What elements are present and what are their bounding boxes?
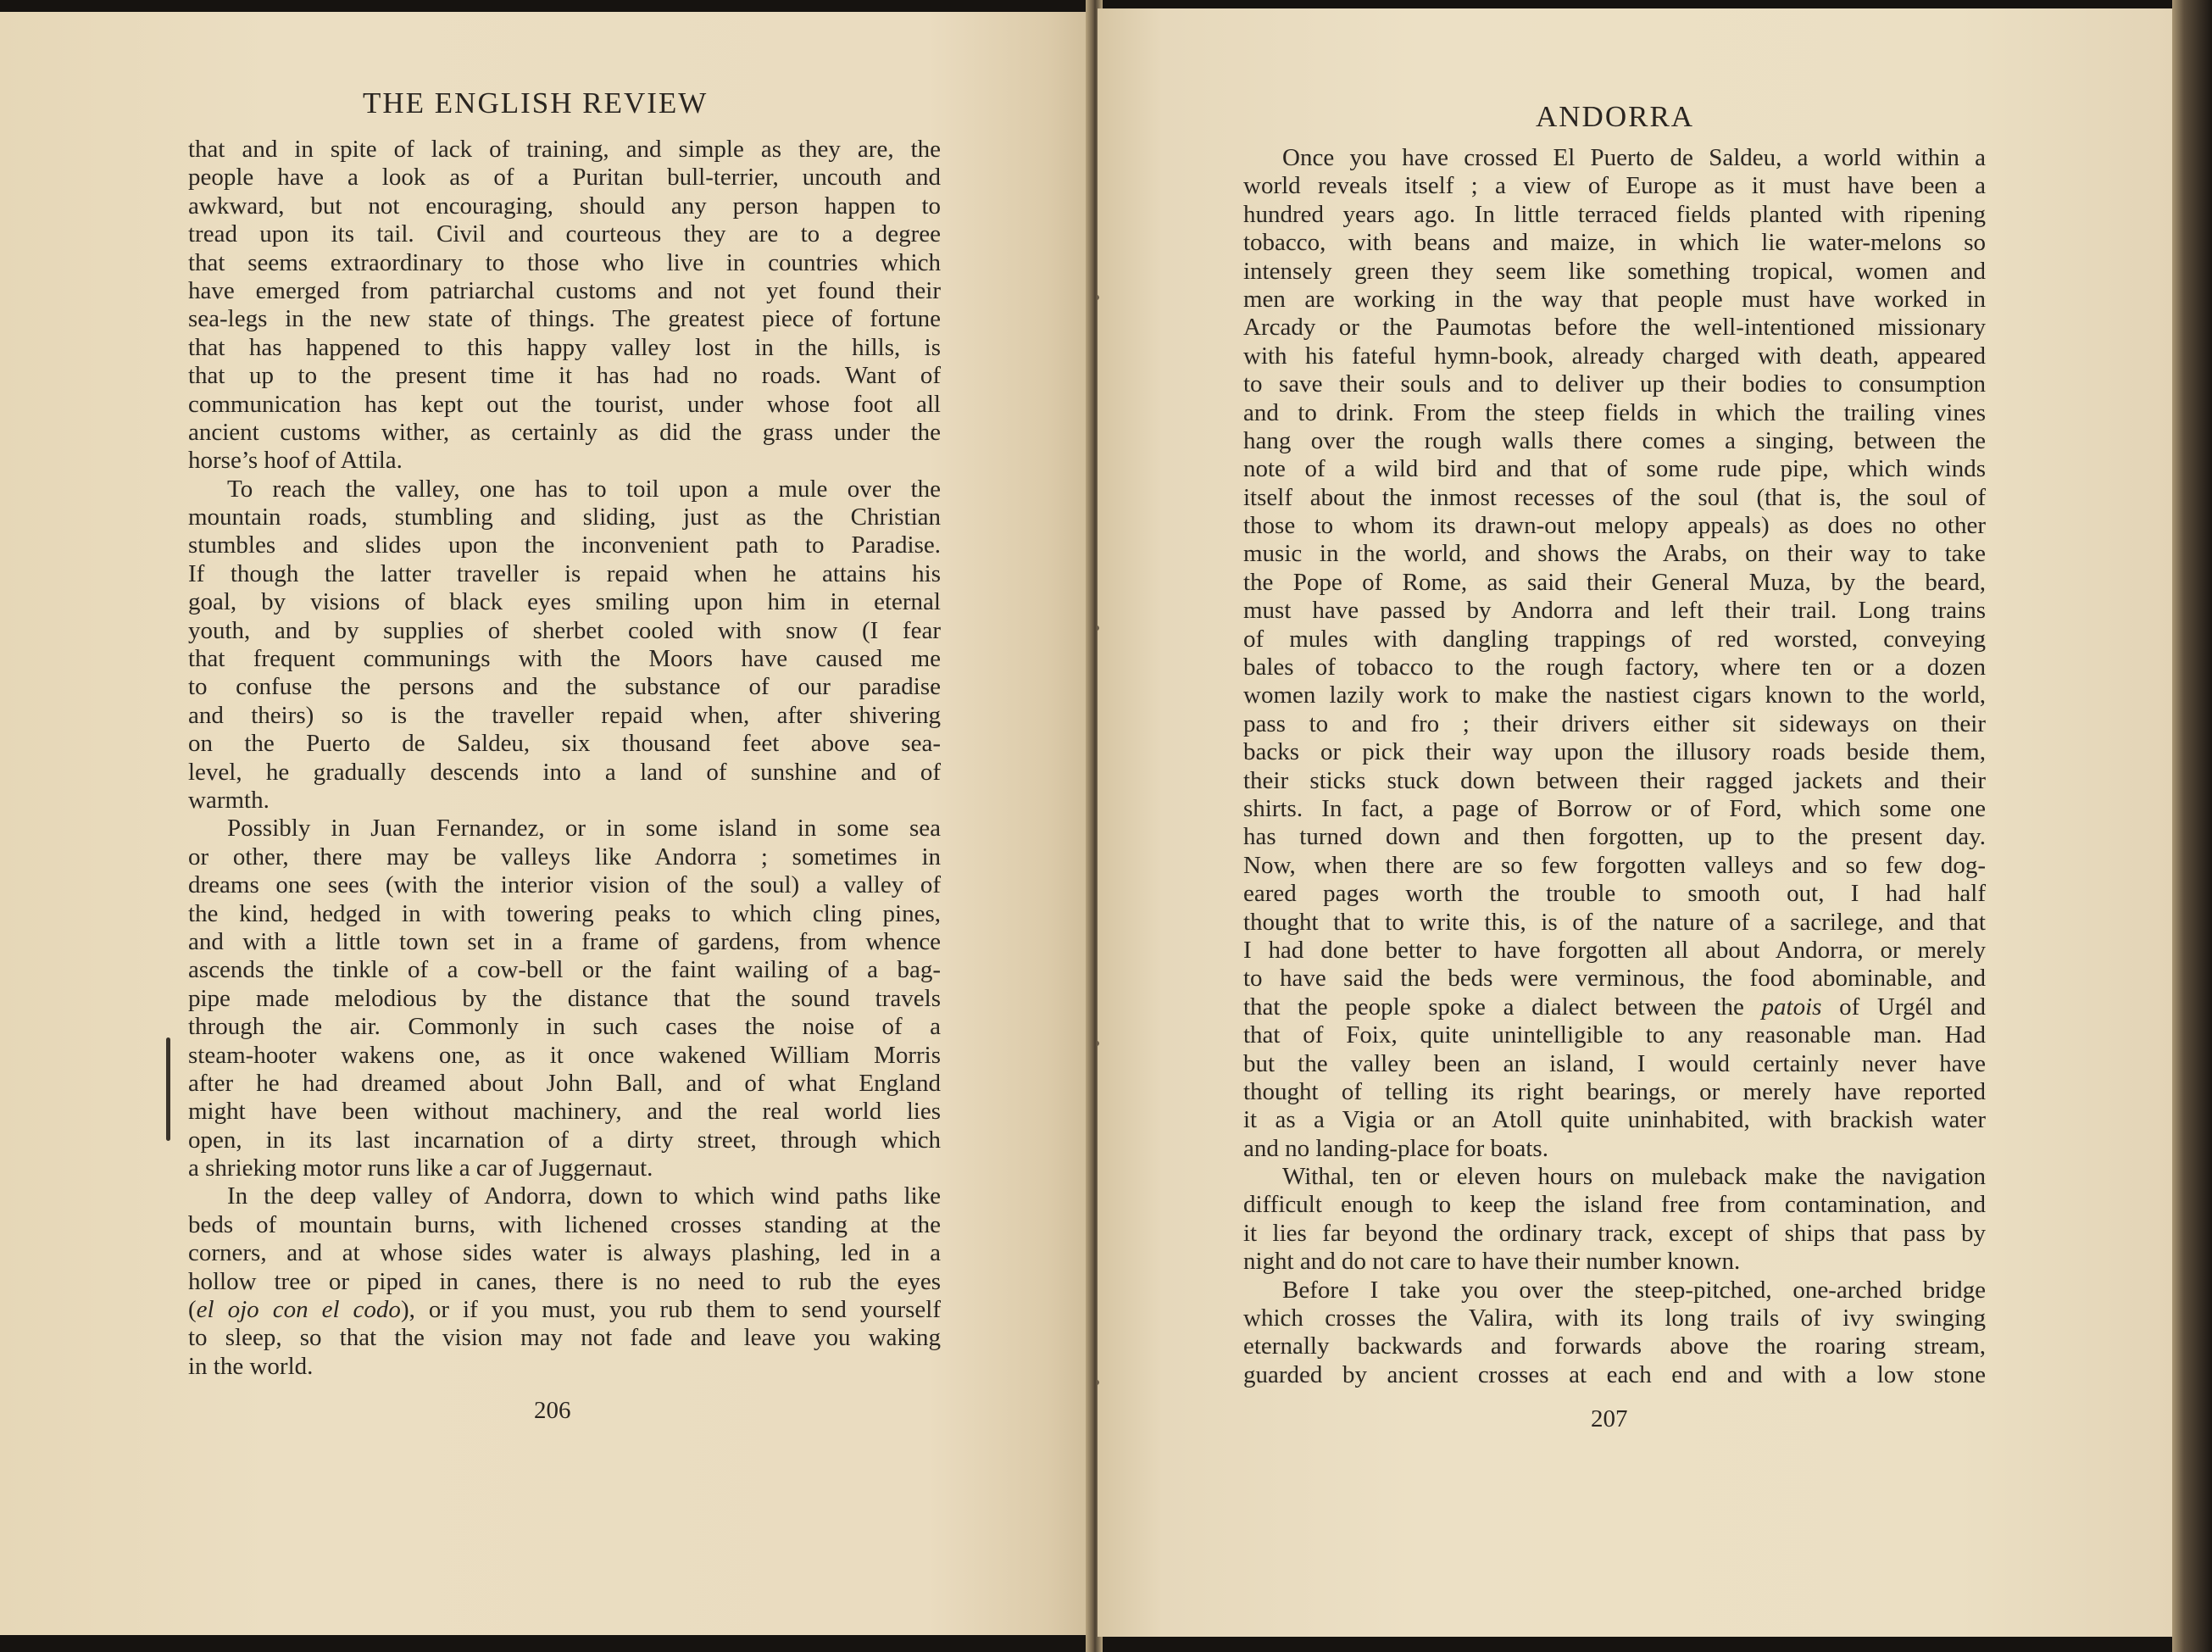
text-line: shirts. In fact, a page of Borrow or of Ford, which some one: [1243, 794, 1986, 822]
text-line: tread upon its tail. Civil and courteous they are to a degree: [188, 220, 941, 248]
binding-thread-dot: [1098, 295, 1099, 300]
text-line: or other, there may be valleys like Andorra ; sometimes in: [188, 843, 941, 870]
text-line: pass to and fro ; their drivers either sit sideways on their: [1243, 709, 1986, 737]
text-line: dreams one sees (with the interior vision of the soul) a valley of: [188, 871, 941, 899]
text-line: it as a Vigia or an Atoll quite uninhabited, with brackish water: [1243, 1106, 1986, 1134]
text-line: men are working in the way that people must have worked in: [1243, 285, 1986, 313]
text-line: note of a wild bird and that of some rude pipe, which winds: [1243, 455, 1986, 483]
right-page-body: [1243, 144, 1986, 1389]
text-line: level, he gradually descends into a land of sunshine and of: [188, 758, 941, 786]
text-line: that the people spoke a dialect between the patois of Urgél and: [1243, 993, 1986, 1021]
text-line: Possibly in Juan Fernandez, or in some island in some sea: [227, 815, 941, 843]
text-line: to sleep, so that the vision may not fade and leave you waking: [188, 1324, 941, 1352]
text-line: that of Foix, quite unintelligible to any reasonable man. Had: [1243, 1021, 1986, 1049]
text-line: ascends the tinkle of a cow-bell or the faint wailing of a bag-: [188, 956, 941, 984]
text-line: and no landing-place for boats.: [1243, 1134, 1548, 1162]
text-line: must have passed by Andorra and left their trail. Long trains: [1243, 597, 1986, 625]
text-line: in the world.: [188, 1352, 314, 1380]
text-line: that has happened to this happy valley lost in the hills, is: [188, 333, 941, 361]
text-line: eternally backwards and forwards above the roaring stream,: [1243, 1332, 1986, 1360]
left-page-body: [188, 136, 941, 1381]
text-line: music in the world, and shows the Arabs, on their way to take: [1243, 540, 1986, 568]
text-line: that seems extraordinary to those who live in countries which: [188, 248, 941, 276]
running-header-right: ANDORRA: [1536, 100, 1695, 133]
text-line: corners, and at whose sides water is always plashing, led in a: [188, 1239, 941, 1267]
text-line: but the valley been an island, I would certainly never have: [1243, 1049, 1986, 1077]
text-line: backs or pick their way upon the illusory roads beside them,: [1243, 738, 1986, 766]
text-line: on the Puerto de Saldeu, six thousand feet above sea-: [188, 730, 941, 758]
text-line: Withal, ten or eleven hours on muleback make the navigation: [1282, 1163, 1986, 1191]
text-line: people have a look as of a Puritan bull-terrier, uncouth and: [188, 164, 941, 192]
text-line: goal, by visions of black eyes smiling upon him in eternal: [188, 588, 941, 616]
text-line: of mules with dangling trappings of red worsted, conveying: [1243, 625, 1986, 653]
page-edge-shadow: [2172, 0, 2212, 1652]
text-line: youth, and by supplies of sherbet cooled with snow (I fear: [188, 616, 941, 644]
left-page: [0, 12, 1091, 1635]
right-page: [1098, 8, 2176, 1637]
text-line: to have said the beds were verminous, the food abominable, and: [1243, 965, 1986, 993]
binding-thread-dot: [1098, 626, 1099, 631]
text-line: Arcady or the Paumotas before the well-intentioned missionary: [1243, 314, 1986, 342]
text-line: eared pages worth the trouble to smooth out, I had half: [1243, 880, 1986, 908]
text-line: and with a little town set in a frame of gardens, from whence: [188, 927, 941, 955]
text-line: beds of mountain burns, with lichened crosses standing at the: [188, 1210, 941, 1238]
italic-phrase: el ojo con el codo: [196, 1296, 401, 1324]
text-line: stumbles and slides upon the inconvenient path to Paradise.: [188, 531, 941, 559]
text-line: open, in its last incarnation of a dirty street, through which: [188, 1126, 941, 1154]
binding-thread-dot: [1098, 1380, 1099, 1385]
text-line: communication has kept out the tourist, under whose foot all: [188, 390, 941, 418]
italic-phrase: patois: [1761, 993, 1822, 1021]
text-line: that up to the present time it has had no roads. Want of: [188, 362, 941, 390]
text-line: thought that to write this, is of the nature of a sacrilege, and that: [1243, 908, 1986, 936]
margin-pencil-mark: [166, 1037, 170, 1141]
text-line: that frequent communings with the Moors have caused me: [188, 645, 941, 673]
text-line: awkward, but not encouraging, should any person happen to: [188, 192, 941, 220]
text-line: Before I take you over the steep-pitched, one-arched bridge: [1282, 1276, 1986, 1304]
text-line: the kind, hedged in with towering peaks to which cling pines,: [188, 899, 941, 927]
text-line: have emerged from patriarchal customs and not yet found their: [188, 276, 941, 304]
text-line: through the air. Commonly in such cases the noise of a: [188, 1013, 941, 1041]
text-line: that and in spite of lack of training, and simple as they are, the: [188, 136, 941, 163]
text-line: Once you have crossed El Puerto de Saldeu, a world within a: [1282, 144, 1986, 171]
text-line: I had done better to have forgotten all about Andorra, or merely: [1243, 936, 1986, 964]
text-line: which crosses the Valira, with its long trails of ivy swinging: [1243, 1304, 1986, 1332]
text-line: the Pope of Rome, as said their General Muza, by the beard,: [1243, 568, 1986, 596]
text-line: tobacco, with beans and maize, in which lie water-melons so: [1243, 229, 1986, 257]
text-line: hundred years ago. In little terraced fields planted with ripening: [1243, 200, 1986, 228]
text-line: thought of telling its right bearings, or merely have reported: [1243, 1077, 1986, 1105]
text-line: world reveals itself ; a view of Europe as it must have been a: [1243, 172, 1986, 200]
text-line: To reach the valley, one has to toil upon a mule over the: [227, 475, 941, 503]
text-line: to save their souls and to deliver up their bodies to consumption: [1243, 370, 1986, 398]
text-line: it lies far beyond the ordinary track, except of ships that pass by: [1243, 1219, 1986, 1247]
text-line: itself about the inmost recesses of the soul (that is, the soul of: [1243, 483, 1986, 511]
text-line: has turned down and then forgotten, up to the present day.: [1243, 823, 1986, 851]
text-line: hollow tree or piped in canes, there is no need to rub the eyes: [188, 1267, 941, 1295]
text-line: women lazily work to make the nastiest cigars known to the world,: [1243, 681, 1986, 709]
text-line: horse’s hoof of Attila.: [188, 447, 403, 475]
text-line: with his fateful hymn-book, already charged with death, appeared: [1243, 342, 1986, 370]
text-line: guarded by ancient crosses at each end and with a low stone: [1243, 1360, 1986, 1388]
text-line: a shrieking motor runs like a car of Juggernaut.: [188, 1154, 653, 1182]
text-line: intensely green they seem like something tropical, women and: [1243, 257, 1986, 285]
text-line: hang over the rough walls there comes a singing, between the: [1243, 426, 1986, 454]
text-line: steam-hooter wakens one, as it once wakened William Morris: [188, 1041, 941, 1069]
text-line: ancient customs wither, as certainly as did the grass under the: [188, 418, 941, 446]
page-number-right: 207: [1591, 1405, 1628, 1432]
text-line: those to whom its drawn-out melopy appeals) as does no other: [1243, 512, 1986, 540]
binding-thread-dot: [1098, 1041, 1099, 1046]
text-line: and theirs) so is the traveller repaid when, after shivering: [188, 701, 941, 729]
text-line: In the deep valley of Andorra, down to which wind paths like: [227, 1182, 941, 1210]
text-line: sea-legs in the new state of things. The greatest piece of fortune: [188, 305, 941, 333]
text-line: bales of tobacco to the rough factory, where ten or a dozen: [1243, 654, 1986, 681]
text-line: to confuse the persons and the substance of our paradise: [188, 673, 941, 701]
text-line: warmth.: [188, 786, 270, 814]
text-line: If though the latter traveller is repaid when he attains his: [188, 559, 941, 587]
text-line: might have been without machinery, and the real world lies: [188, 1098, 941, 1126]
page-number-left: 206: [534, 1397, 571, 1424]
text-line: Now, when there are so few forgotten valleys and so few dog-: [1243, 851, 1986, 879]
text-line: mountain roads, stumbling and sliding, just as the Christian: [188, 503, 941, 531]
text-line: and to drink. From the steep fields in which the trailing vines: [1243, 398, 1986, 426]
text-line: (el ojo con el codo), or if you must, you rub them to send yourself: [188, 1296, 941, 1324]
text-line: after he had dreamed about John Ball, and of what England: [188, 1069, 941, 1097]
text-line: night and do not care to have their number known.: [1243, 1248, 1741, 1276]
running-header-left: THE ENGLISH REVIEW: [363, 86, 709, 120]
text-line: difficult enough to keep the island free from contamination, and: [1243, 1191, 1986, 1219]
text-line: their sticks stuck down between their ragged jackets and their: [1243, 766, 1986, 794]
text-line: pipe made melodious by the distance that the sound travels: [188, 984, 941, 1012]
